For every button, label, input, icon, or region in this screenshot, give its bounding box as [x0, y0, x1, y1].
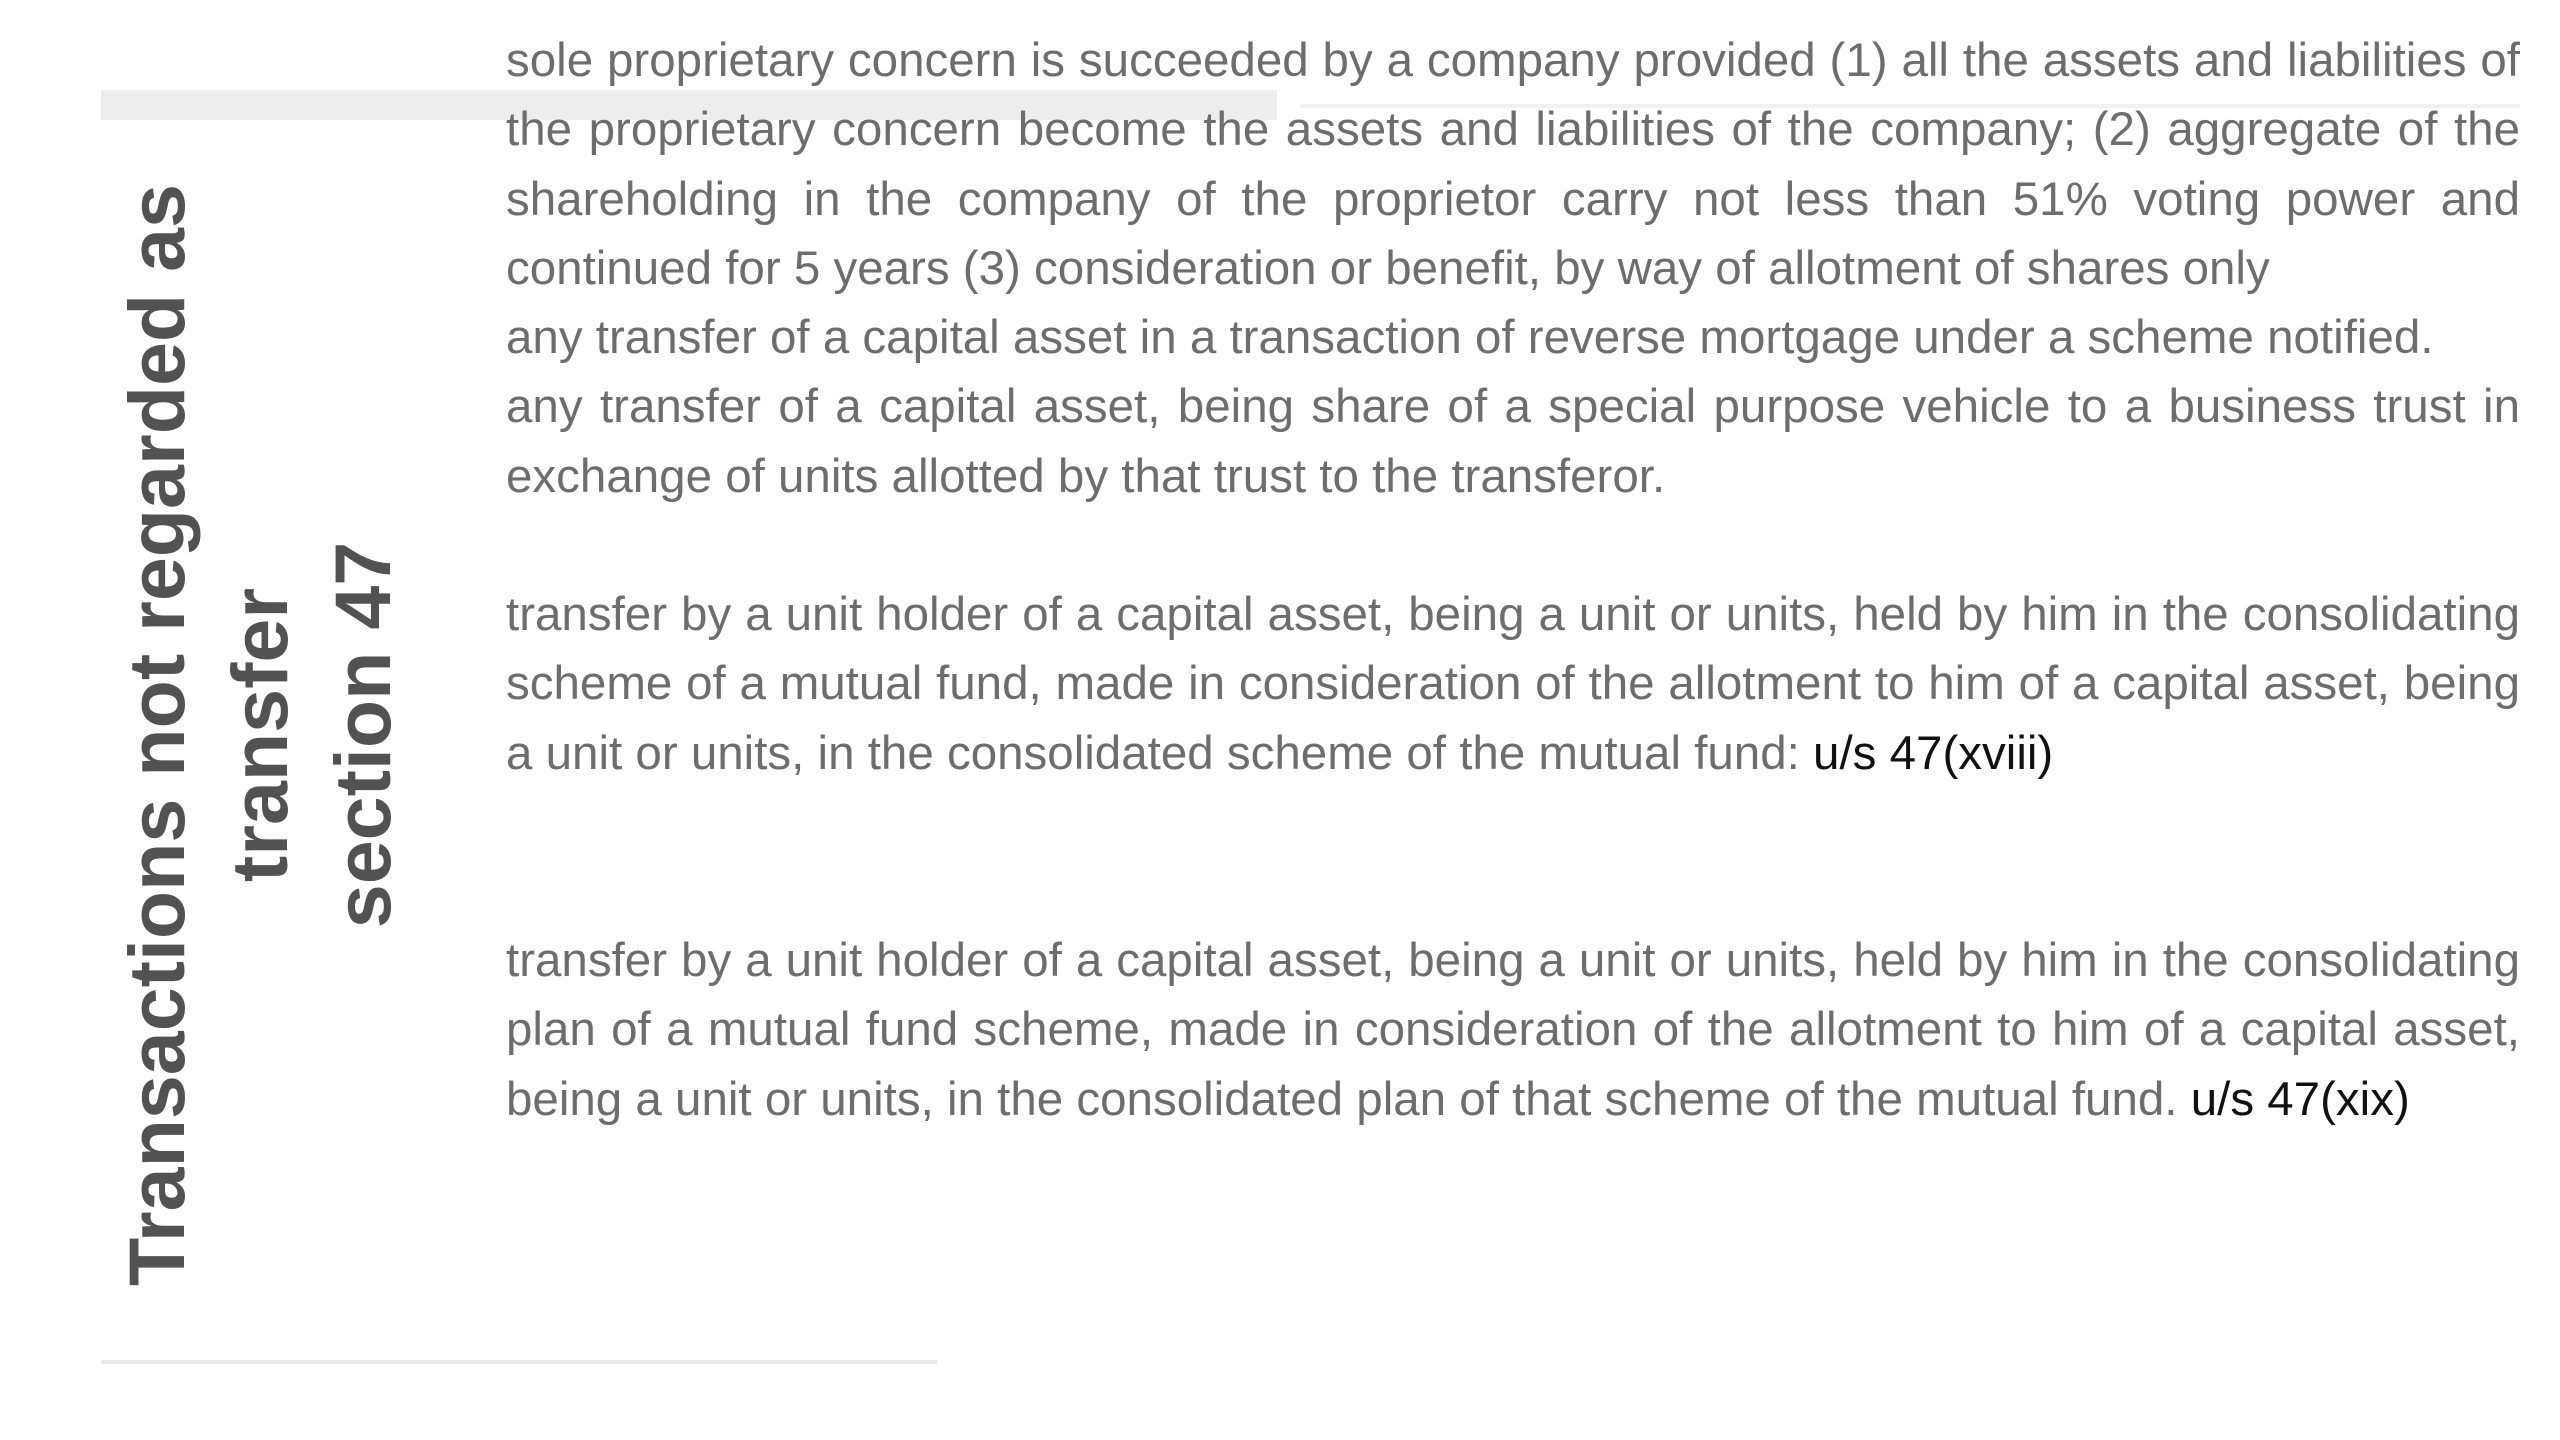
section-reference: u/s 47(xix) [2190, 1072, 2410, 1126]
section-title-line-2: transfer [215, 587, 304, 883]
transaction-item-1 [506, 26, 2520, 303]
section-title-line-1: Transactions not regarded as [112, 184, 201, 1286]
section-title-line-3: section 47 [318, 541, 407, 929]
content-body [506, 26, 2520, 1134]
transaction-item-5 [506, 926, 2520, 1134]
transaction-item-2 [506, 303, 2520, 372]
transaction-item-4 [506, 580, 2520, 788]
transaction-text: transfer by a unit holder of a capital asset, being a unit or units, held by him in the consolidating scheme of a mutual fund, made in consideration of the allotment to him of a capital asset, being a unit or units, in the consolidated scheme of the mutual fund: [506, 588, 2520, 780]
section-title [105, 125, 414, 1345]
transaction-text: transfer by a unit holder of a capital asset, being a unit or units, held by him in the consolidating plan of a mutual fund scheme, made in consideration of the allotment to him of a capital asset, being a unit or units, in the consolidated plan of that scheme of the mutual fund. [506, 933, 2520, 1126]
transaction-text: sole proprietary concern is succeeded by a company provided (1) all the assets and liabilities of the proprietary concern become the assets and liabilities of the company; (2) aggregate of the shareholding in the company of the proprietor carry not less than 51% voting power and continued for 5 years (3) consideration or benefit, by way of allotment of shares only [506, 34, 2520, 295]
transaction-text: any transfer of a capital asset, being share of a special purpose vehicle to a business trust in exchange of units allotted by that trust to the transferor. [506, 380, 2520, 503]
transaction-item-3 [506, 372, 2520, 511]
bottom-divider [101, 1360, 937, 1364]
section-reference: u/s 47(xviii) [1813, 726, 2054, 780]
transaction-text: any transfer of a capital asset in a transaction of reverse mortgage under a scheme notified. [506, 311, 2434, 365]
